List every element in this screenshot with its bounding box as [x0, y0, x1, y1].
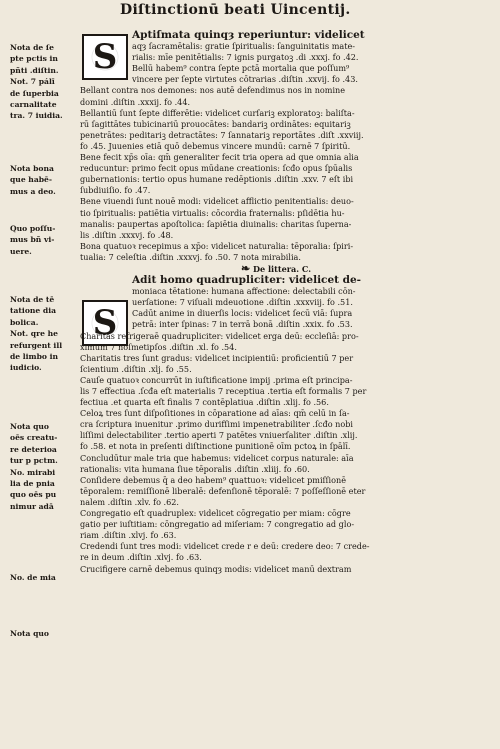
text-line: fectiua .et quarta eſt finalis 7 contēplatiua .diſtin .xlij. fo .56. — [80, 397, 329, 408]
text-line: Celoꝝ tres ſunt diſpoſitiones in cōparatione ad aīas: qm̄ celū in ſa- — [80, 408, 350, 419]
text-line: tio ſpiritualis: patiētia virtualis: cōcordia fraternalis: pſidētia hu- — [80, 207, 345, 218]
text-line: Credendi ſunt tres modi: videlicet crede r e deū: credere deo: 7 crede- — [80, 541, 370, 552]
text-line: petrā: inter ſpinas: 7 in terrā bonā .diſtin .xxix. fo .53. — [132, 319, 353, 330]
text-line: Crucifigere carnē debemus quinqȝ modis: videlicet manū dextram — [80, 563, 352, 574]
margin-note: Quo poſſu- mus bñ vi- uere. — [10, 224, 56, 256]
text-line: ſubdiuiſio. fo .47. — [80, 185, 151, 196]
text-line: rationalis: vita humana ſiue tēporalis .diſtin .xliij. fo .60. — [80, 463, 310, 474]
text-line: reducuntur: primo fecit opus mūdane creationis: ſcđo opus ſpūalis — [80, 163, 353, 174]
text-line: Cadūt anime in diuerſis locis: videlicet ſecū viā: ſupra — [132, 308, 353, 319]
text-line: Bellantiū ſunt ſepte differētie: videlicet curſariꝫ exploratoꝫ: baliſta- — [80, 107, 355, 118]
text-line: aqȝ ſacramētalis: gratie ſpiritualis: ſanguinitatis mate- — [132, 41, 355, 52]
text-line: nalem .diſtin .xlv. fo .62. — [80, 496, 179, 507]
text-line: Bellū habem⁹ contra ſepte pctā mortalia que poſſum⁹ — [132, 63, 350, 74]
text-line: manalis: paupertas apoſtolica: ſapiētia diuinalis: charitas ſuperna- — [80, 218, 352, 229]
text-block-c — [80, 275, 472, 575]
section-heading — [80, 263, 472, 275]
text-line: gubernationis: tertio opus humane redēptionis .diſtin .xxv. 7 eſt ibi — [80, 174, 354, 185]
text-line: tualia: 7 celeſtia .diſtin .xxxvj. fo .50. 7 nota mirabilia. — [80, 251, 301, 262]
initial-letter: S — [92, 37, 118, 77]
margin-note: Nota quo oēs creatu- re deterioa tur p pctm. No. mirabi lia de pnia quo oēs pu nimur adā — [10, 422, 58, 511]
margin-note: Nota quo — [10, 629, 49, 638]
text-line: gatio per iuſtitiam: cōngregatio ad miſeriam: 7 congregatio ad glo- — [80, 519, 355, 530]
margin-note: Nota de tē tatione dia bolica. Not. qre he refurgent ill de limbo in iudicio. — [10, 295, 63, 373]
text-line: Cauſe quatuoꝛ concurrūt in iuſtificatione impij .prima eſt principa- — [80, 374, 353, 385]
running-header: Diſtinctionū beati Uincentij. — [120, 2, 351, 18]
text-block-b — [80, 30, 472, 263]
text-line: moniaca tētatione: humana affectione: delectabili cōn- — [132, 286, 356, 297]
text-line: penetrātes: peditariꝫ detractātes: 7 ſannatariꝫ reportātes .diſt .xxviij. — [80, 129, 364, 140]
text-line: uerſatione: 7 viſuali mdeuotione .diſtin .xxxviij. fo .51. — [132, 297, 353, 308]
text-line: fo .58. et nota in preſenti diſtinctione punitionē oīm pctoꝝ in ſpālī. — [80, 441, 351, 452]
margin-note: Nota bona que habē- mus a deo. — [10, 164, 56, 196]
text-line: ximum 7 noſmetipſos .diſtin .xl. fo .54. — [80, 341, 237, 352]
text-line: Congregatio eſt quadruplex: videlicet cōgregatio per miam: cōgre — [80, 508, 351, 519]
fleuron-icon: ❧ — [240, 262, 251, 275]
text-line: Concludūtur male tria que habemus: videlicet corpus naturale: aīa — [80, 452, 354, 463]
text-line: tēporalem: remiſſionē liberalē: defenſionē tēporalē: 7 poſſeſſionē eter — [80, 485, 366, 496]
text-line: Bona quatuoꝛ recepimus a xp̄o: videlicet naturalia: tēporalia: ſpiri- — [80, 240, 354, 251]
text-line: Conſidere debemus q̄ a deo habem⁹ quattuoꝛ: videlicet pmiſſionē — [80, 474, 346, 485]
text-line: ſcientium .diſtin .xlj. fo .55. — [80, 363, 192, 374]
text-line: rialis: mīe penitētialis: 7 ignis purgatoꝫ .di .xxxj. fo .42. — [132, 52, 359, 63]
text-line: rū ſagittātes tubicinariū prouocātes: bandariꝫ ordinātes: equitariꝫ — [80, 118, 351, 129]
text-line: lis 7 effectiua .ſcđa eſt materialis 7 receptiua .tertia eſt formalis 7 per — [80, 386, 367, 396]
text-line: fo .45. Juuenies etiā quō debemus vincere mundū: carnē 7 ſpiritū. — [80, 140, 351, 151]
initial-letter: S — [92, 303, 118, 343]
text-line: Adit homo quadrupliciter: videlicet de- — [132, 275, 362, 287]
margin-note: No. de mia — [10, 573, 56, 582]
text-line: lis .diſtin .xxxvj. fo .48. — [80, 229, 174, 240]
text-line: Charitas refrigeraē quadrupliciter: videlicet erga deū: eccleſiā: pro- — [80, 330, 359, 341]
text-line: Bene viuendi ſunt nouē modi: videlicet afflictio penitentialis: deuo- — [80, 196, 354, 207]
text-line: vincere per ſepte virtutes cōtrarias .diſtin .xxvij. fo .43. — [132, 74, 358, 85]
text-line: domini .diſtin .xxxij. fo .44. — [80, 96, 191, 107]
text-line: Bellant contra nos demones: nos autē defendimus nos in nomine — [80, 85, 346, 96]
text-line: Charitatis tres ſunt gradus: videlicet incipientiū: proficientiū 7 per — [80, 352, 354, 363]
text-line: Aptiſmata quinqȝ reperiuntur: videlicet — [132, 30, 365, 41]
text-line: cra ſcriptura inuenitur .primo durifſimi impenetrabiliter .ſcđo nobi — [80, 419, 354, 430]
text-line: liſſimi delectabiliter .tertio aperti 7 patētes vniuerſaliter .diſtin .xlij. — [80, 430, 358, 441]
section-heading-text: De littera. C. — [253, 263, 312, 274]
text-line: riam .diſtin .xlvj. fo .63. — [80, 530, 177, 541]
main-text — [80, 30, 472, 575]
text-line: Bene fecit xp̄s oīa: qm̄ generaliter fecit tria opera ad que omnia alia — [80, 152, 359, 163]
text-line: re in deum .diſtin .xlvj. fo .63. — [80, 552, 202, 563]
margin-note: Nota de ſe pte pctis in pñti .diſtin. Not. 7 pálī de ſuperbia carnalitate tra. 7 iuidia. — [10, 43, 63, 121]
